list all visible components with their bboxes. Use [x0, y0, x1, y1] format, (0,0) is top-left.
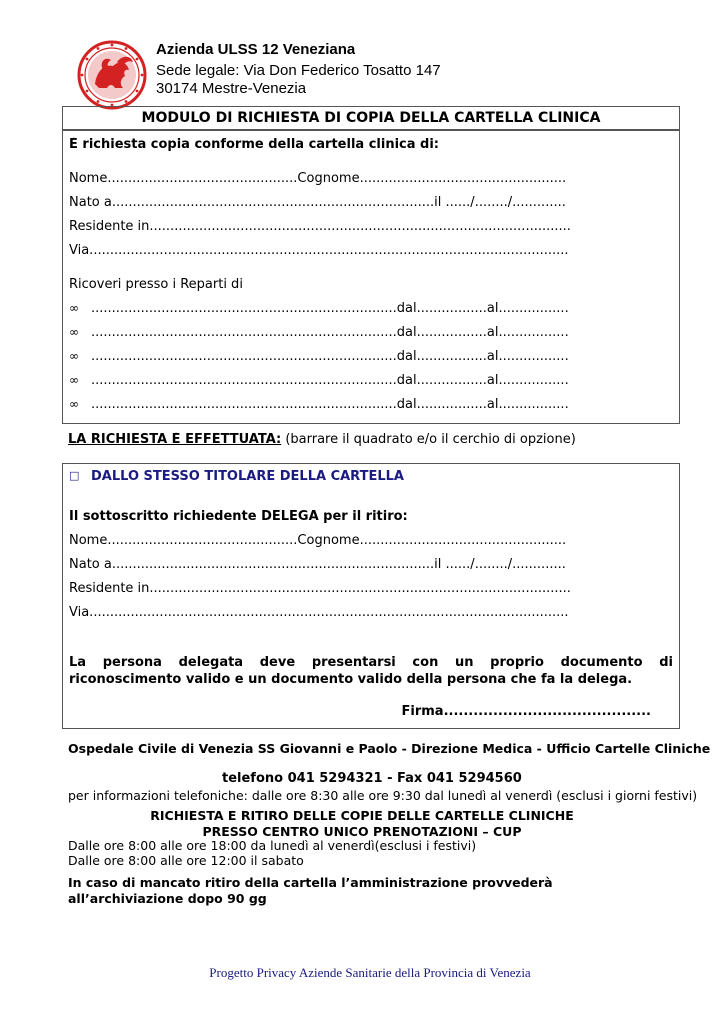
patient-section [62, 130, 680, 424]
request-made-note: (barrare il quadrato e/o il cerchio di opzione) [281, 432, 576, 447]
ricoveri-dotted-line[interactable]: ..........................................................................dal.................al................. [91, 301, 569, 316]
infinity-bullet-icon[interactable]: ∞ [69, 373, 79, 387]
ricoveri-row[interactable] [69, 373, 673, 391]
ricoveri-row[interactable] [69, 349, 673, 367]
ricoveri-dotted-line[interactable]: ..........................................................................dal.................al................. [91, 349, 569, 364]
footer-phone: telefono 041 5294321 - Fax 041 5294560 [222, 771, 522, 786]
form-title-box [62, 106, 680, 130]
infinity-bullet-icon[interactable]: ∞ [69, 349, 79, 363]
infinity-bullet-icon[interactable]: ∞ [69, 397, 79, 411]
delegate-street-line[interactable]: Via.................................................................................................................... [69, 605, 569, 620]
address-line-2: 30174 Mestre-Venezia [156, 80, 307, 97]
footer-phone-info: per informazioni telefoniche: dalle ore 8:30 alle ore 9:30 dal lunedì al venerdì (esclusi i giorni festivi) [68, 788, 698, 803]
delegate-name-line[interactable]: Nome..............................................Cognome.................................................. [69, 533, 567, 548]
ricoveri-row[interactable] [69, 301, 673, 319]
ricoveri-dotted-line[interactable]: ..........................................................................dal.................al................. [91, 325, 569, 340]
ricoveri-dotted-line[interactable]: ..........................................................................dal.................al................. [91, 373, 569, 388]
delega-heading: Il sottoscritto richiedente DELEGA per il ritiro: [69, 509, 408, 524]
infinity-bullet-icon[interactable]: ∞ [69, 325, 79, 339]
patient-residence-line[interactable]: Residente in...................................................................................................... [69, 219, 571, 234]
form-title: MODULO DI RICHIESTA DI COPIA DELLA CARTELLA CLINICA [141, 110, 601, 126]
logo [77, 40, 147, 110]
org-name: Azienda ULSS 12 Veneziana [156, 41, 356, 58]
ricoveri-row[interactable] [69, 397, 673, 415]
infinity-bullet-icon[interactable]: ∞ [69, 301, 79, 315]
signature-line[interactable]: Firma.......................................... [401, 704, 651, 719]
footer-hours-2: Dalle ore 8:00 alle ore 12:00 il sabato [68, 853, 304, 868]
delegate-residence-line[interactable]: Residente in...................................................................................................... [69, 581, 571, 596]
delegate-birth-line[interactable]: Nato a..............................................................................il ....../......../............. [69, 557, 566, 572]
ricoveri-row[interactable] [69, 325, 673, 343]
lion-of-saint-mark-seal-icon [77, 40, 147, 110]
request-made-label: LA RICHIESTA È EFFETTUATA: [68, 432, 282, 447]
ricoveri-dotted-line[interactable]: ..........................................................................dal.................al................. [91, 397, 569, 412]
request-made-line [68, 432, 576, 447]
section1-heading: È richiesta copia conforme della cartella clinica di: [69, 137, 439, 152]
delegation-notice: La persona delegata deve presentarsi con un proprio documento di riconoscimento valido e un documento valido della persona che fa la delega. [69, 655, 673, 687]
delegation-section [62, 463, 680, 729]
ricoveri-label: Ricoveri presso i Reparti di [69, 277, 243, 292]
footer-hours-1: Dalle ore 8:00 alle ore 18:00 da lunedì al venerdì(esclusi i festivi) [68, 838, 477, 853]
patient-street-line[interactable]: Via.................................................................................................................... [69, 243, 569, 258]
footer-project: Progetto Privacy Aziende Sanitarie della Provincia di Venezia [209, 965, 531, 980]
address-line-1: Sede legale: Via Don Federico Tosatto 147 [156, 62, 441, 79]
patient-name-line[interactable]: Nome..............................................Cognome.................................................. [69, 171, 567, 186]
footer-cup-line-1: RICHIESTA E RITIRO DELLE COPIE DELLE CARTELLE CLINICHE [150, 808, 574, 823]
option-same-holder[interactable]: DALLO STESSO TITOLARE DELLA CARTELLA [91, 469, 404, 484]
patient-birth-line[interactable]: Nato a..............................................................................il ....../......../............. [69, 195, 566, 210]
checkbox-icon[interactable]: □ [69, 469, 80, 482]
footer-archive-notice: In caso di mancato ritiro della cartella l’amministrazione provvederà all’archiviazione dopo 90 gg [68, 875, 553, 906]
footer-cup-line-2: PRESSO CENTRO UNICO PRENOTAZIONI – CUP [202, 824, 522, 839]
footer-hospital: Ospedale Civile di Venezia SS Giovanni e Paolo - Direzione Medica - Ufficio Cartelle Cliniche [68, 741, 711, 756]
